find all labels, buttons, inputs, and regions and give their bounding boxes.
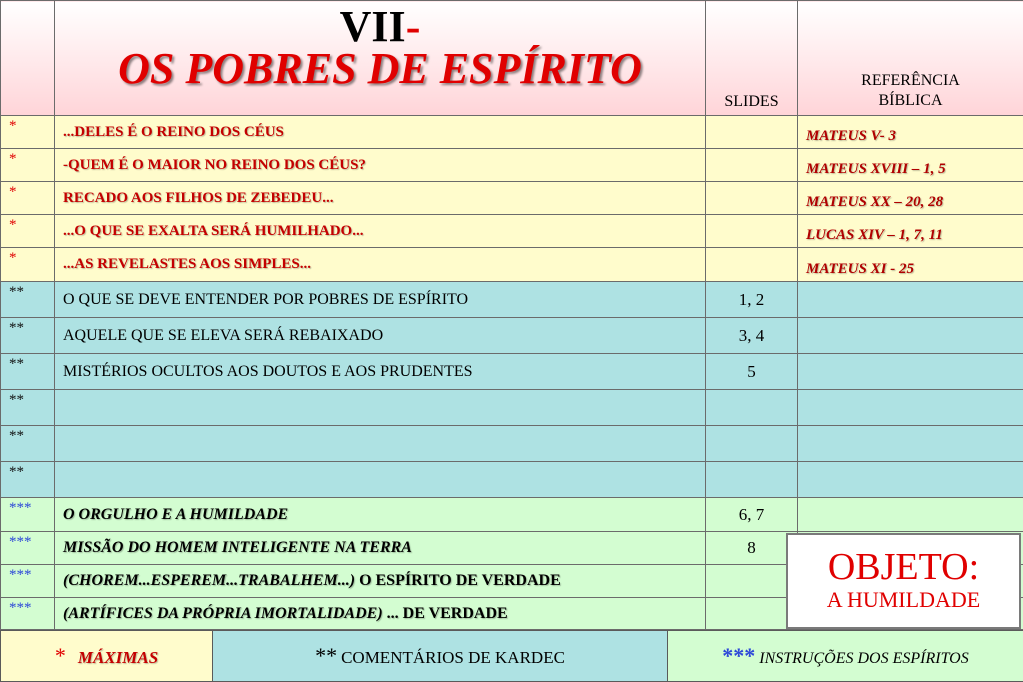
objeto-label: OBJETO: (827, 546, 980, 588)
maxima-row (1, 248, 1023, 282)
comentario-row (1, 462, 1023, 498)
row-slides (706, 215, 798, 248)
row-slides (706, 390, 798, 426)
row-slides (706, 565, 798, 598)
legend-bar (0, 630, 1023, 682)
comentario-row (1, 426, 1023, 462)
row-topic: MISTÉRIOS OCULTOS AOS DOUTOS E AOS PRUDENTES (55, 354, 706, 390)
row-reference: MATEUS XI - 25 (798, 248, 1023, 282)
row-marker: * (1, 149, 55, 182)
header-marker-cell (1, 1, 55, 116)
objeto-box (786, 533, 1021, 629)
row-reference (798, 282, 1023, 318)
row-reference (798, 390, 1023, 426)
comentario-row (1, 354, 1023, 390)
legend-instrucoes-symbol: *** (722, 643, 756, 668)
row-slides: 8 (706, 532, 798, 565)
maxima-row (1, 116, 1023, 149)
row-reference (798, 354, 1023, 390)
legend-maximas-label: MÁXIMAS (77, 648, 159, 667)
row-topic: ...DELES É O REINO DOS CÉUS (55, 116, 706, 149)
row-marker: ** (1, 282, 55, 318)
row-marker: * (1, 182, 55, 215)
topic-plain: O ESPÍRITO DE VERDADE (355, 572, 561, 589)
row-reference (798, 426, 1023, 462)
row-marker: * (1, 215, 55, 248)
legend-instrucoes (668, 631, 1023, 682)
row-marker: *** (1, 498, 55, 532)
row-marker: ** (1, 354, 55, 390)
row-marker: * (1, 248, 55, 282)
chapter-number: VII- (339, 2, 421, 51)
row-slides: 5 (706, 354, 798, 390)
row-marker: * (1, 116, 55, 149)
row-marker: ** (1, 426, 55, 462)
row-topic (55, 390, 706, 426)
row-reference: MATEUS XX – 20, 28 (798, 182, 1023, 215)
row-marker: *** (1, 598, 55, 630)
row-topic (55, 426, 706, 462)
row-marker: ** (1, 318, 55, 354)
legend-comentarios-symbol: ** (315, 643, 338, 668)
row-slides (706, 248, 798, 282)
comentario-row (1, 282, 1023, 318)
row-slides (706, 149, 798, 182)
comentario-row (1, 390, 1023, 426)
slides-column-header: SLIDES (706, 1, 798, 116)
row-reference: MATEUS XVIII – 1, 5 (798, 149, 1023, 182)
row-marker: ** (1, 462, 55, 498)
row-slides (706, 426, 798, 462)
row-slides: 3, 4 (706, 318, 798, 354)
comentario-row (1, 318, 1023, 354)
row-topic: RECADO AOS FILHOS DE ZEBEDEU... (55, 182, 706, 215)
row-slides: 6, 7 (706, 498, 798, 532)
header-row (1, 1, 1023, 116)
row-topic: AQUELE QUE SE ELEVA SERÁ REBAIXADO (55, 318, 706, 354)
row-marker: *** (1, 532, 55, 565)
row-reference: MATEUS V- 3 (798, 116, 1023, 149)
reference-column-header: REFERÊNCIA BÍBLICA (798, 1, 1023, 116)
topic-italic: MISSÃO DO HOMEM INTELIGENTE NA TERRA (63, 539, 412, 556)
topic-plain: ... DE VERDADE (382, 604, 508, 622)
row-reference (798, 318, 1023, 354)
page-title: OS POBRES DE ESPÍRITO (118, 44, 642, 93)
row-topic: ...O QUE SE EXALTA SERÁ HUMILHADO... (55, 215, 706, 248)
row-marker: *** (1, 565, 55, 598)
row-reference (798, 498, 1023, 532)
row-topic (55, 565, 706, 598)
topic-italic: O ORGULHO E A HUMILDADE (63, 505, 289, 523)
row-slides: 1, 2 (706, 282, 798, 318)
row-topic: -QUEM É O MAIOR NO REINO DOS CÉUS? (55, 149, 706, 182)
row-topic (55, 532, 706, 565)
row-reference (798, 462, 1023, 498)
row-slides (706, 182, 798, 215)
legend-instrucoes-label: INSTRUÇÕES DOS ESPÍRITOS (759, 650, 969, 667)
row-marker: ** (1, 390, 55, 426)
objeto-value: A HUMILDADE (826, 587, 981, 612)
maxima-row (1, 215, 1023, 248)
row-topic (55, 462, 706, 498)
title-cell (55, 1, 706, 116)
instrucao-row (1, 498, 1023, 532)
row-slides (706, 598, 798, 630)
row-topic: ...AS REVELASTES AOS SIMPLES... (55, 248, 706, 282)
topic-italic: (CHOREM...ESPEREM...TRABALHEM...) (63, 572, 356, 589)
row-slides (706, 462, 798, 498)
legend-comentarios (213, 631, 668, 682)
row-slides (706, 116, 798, 149)
maxima-row (1, 182, 1023, 215)
maxima-row (1, 149, 1023, 182)
row-topic (55, 498, 706, 532)
row-topic: O QUE SE DEVE ENTENDER POR POBRES DE ESPÍRITO (55, 282, 706, 318)
row-topic (55, 598, 706, 630)
legend-maximas-symbol: * (54, 643, 66, 668)
legend-maximas (1, 631, 213, 682)
row-reference: LUCAS XIV – 1, 7, 11 (798, 215, 1023, 248)
topic-italic: (ARTÍFICES DA PRÓPRIA IMORTALIDADE) (63, 604, 383, 622)
legend-comentarios-label: COMENTÁRIOS DE KARDEC (341, 648, 565, 667)
